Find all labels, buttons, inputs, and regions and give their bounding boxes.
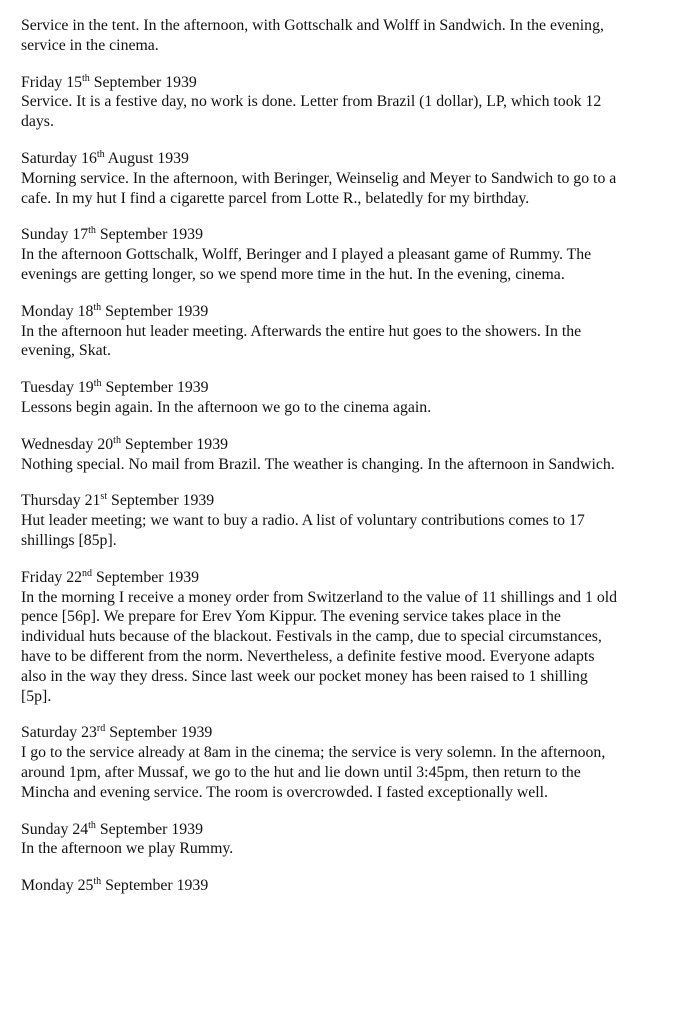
entry-date-suffix: th xyxy=(88,225,96,237)
entry-text: Lessons begin again. In the afternoon we go to the cinema again. xyxy=(21,398,432,416)
entry-date-suffix: th xyxy=(82,72,90,84)
entry-date-suffix: rd xyxy=(96,723,106,735)
entry-date xyxy=(21,378,621,398)
diary-entry xyxy=(21,723,621,802)
entry-date-rest: August 1939 xyxy=(104,149,189,167)
diary-entry xyxy=(21,568,621,707)
entry-date-day: Sunday 17 xyxy=(21,226,89,244)
entry-date xyxy=(21,723,621,743)
entry-date xyxy=(21,435,621,455)
entry-date xyxy=(21,820,621,840)
entry-date-suffix: nd xyxy=(82,567,92,579)
diary-entry xyxy=(21,820,621,860)
diary-entry xyxy=(21,435,621,475)
entry-date-day: Friday 15 xyxy=(21,73,82,91)
entry-date xyxy=(21,302,621,322)
entry-date-day: Monday 18 xyxy=(21,302,94,320)
entry-date-suffix: th xyxy=(93,378,102,390)
entry-date-suffix: st xyxy=(100,491,108,503)
entry-date-suffix: th xyxy=(93,876,102,888)
entry-date-day: Thursday 21 xyxy=(21,492,101,510)
entry-text: Hut leader meeting; we want to buy a radio. A list of voluntary contributions comes to 17 shillings [85p]. xyxy=(21,512,585,549)
entry-date-rest: September 1939 xyxy=(89,73,197,91)
entry-date xyxy=(21,876,621,896)
diary-entry xyxy=(21,149,621,208)
diary-page xyxy=(21,16,621,896)
entry-date-day: Monday 25 xyxy=(21,877,94,895)
entry-date-suffix: th xyxy=(96,148,105,160)
entry-date-rest: September 1939 xyxy=(101,379,209,397)
entry-date xyxy=(21,491,621,511)
entry-text: I go to the service already at 8am in the cinema; the service is very solemn. In the afternoon, around 1pm, after Mussaf, we go to the hut and lie down until 3:45pm, then return to the Mincha and evening service. The room is overcrowded. I fasted exceptionally well. xyxy=(21,744,606,801)
entry-text: In the afternoon hut leader meeting. Afterwards the entire hut goes to the showers. In the evening, Skat. xyxy=(21,322,582,360)
diary-entry xyxy=(21,73,621,132)
entry-date-rest: September 1939 xyxy=(95,226,203,244)
entry-date-rest: September 1939 xyxy=(92,568,200,586)
entry-date xyxy=(21,73,621,93)
entry-text: In the morning I receive a money order from Switzerland to the value of 11 shillings and 1 old pence [56p]. We prepare for Erev Yom Kippur. The evening service takes place in the individual huts because of the blackout. Festivals in the camp, due to special circumstances, have to be different from the norm. Nevertheless, a definite festive mood. Everyone adapts also in the way they dress. Since last week our pocket money has been raised to 1 shilling [5p]. xyxy=(21,588,618,705)
entry-date-rest: September 1939 xyxy=(107,492,215,510)
entry-date-rest: September 1939 xyxy=(105,724,213,742)
entry-date-day: Sunday 24 xyxy=(21,820,89,838)
entry-date-rest: September 1939 xyxy=(101,877,209,895)
diary-entry-continuation xyxy=(21,16,621,56)
diary-entry-final xyxy=(21,876,621,896)
entry-date-rest: September 1939 xyxy=(95,820,203,838)
entry-text: Service. It is a festive day, no work is done. Letter from Brazil (1 dollar), LP, which took 12 days. xyxy=(21,93,602,131)
entry-date-day: Saturday 16 xyxy=(21,149,97,167)
entry-date-day: Wednesday 20 xyxy=(21,435,114,453)
entry-date-suffix: th xyxy=(113,434,121,446)
entry-date-day: Friday 22 xyxy=(21,568,82,586)
diary-entry xyxy=(21,491,621,550)
entry-date-day: Tuesday 19 xyxy=(21,379,94,397)
entry-date-day: Saturday 23 xyxy=(21,724,97,742)
entry-date-suffix: th xyxy=(88,819,96,831)
entry-date xyxy=(21,225,621,245)
entry-text: In the afternoon we play Rummy. xyxy=(21,840,234,858)
diary-entry xyxy=(21,302,621,361)
entry-text: Morning service. In the afternoon, with Beringer, Weinselig and Meyer to Sandwich to go to a cafe. In my hut I find a cigarette parcel from Lotte R., belatedly for my birthday. xyxy=(21,169,617,207)
entry-text: Service in the tent. In the afternoon, with Gottschalk and Wolff in Sandwich. In the evening, service in the cinema. xyxy=(21,17,604,54)
diary-entry xyxy=(21,378,621,418)
entry-date xyxy=(21,149,621,169)
entry-date-rest: September 1939 xyxy=(120,435,228,453)
diary-entry xyxy=(21,225,621,284)
entry-text: Nothing special. No mail from Brazil. The weather is changing. In the afternoon in Sandwich. xyxy=(21,455,615,473)
entry-text: In the afternoon Gottschalk, Wolff, Beringer and I played a pleasant game of Rummy. The evenings are getting longer, so we spend more time in the hut. In the evening, cinema. xyxy=(21,246,592,283)
entry-date xyxy=(21,568,621,588)
entry-date-rest: September 1939 xyxy=(101,302,209,320)
entry-date-suffix: th xyxy=(93,301,102,313)
